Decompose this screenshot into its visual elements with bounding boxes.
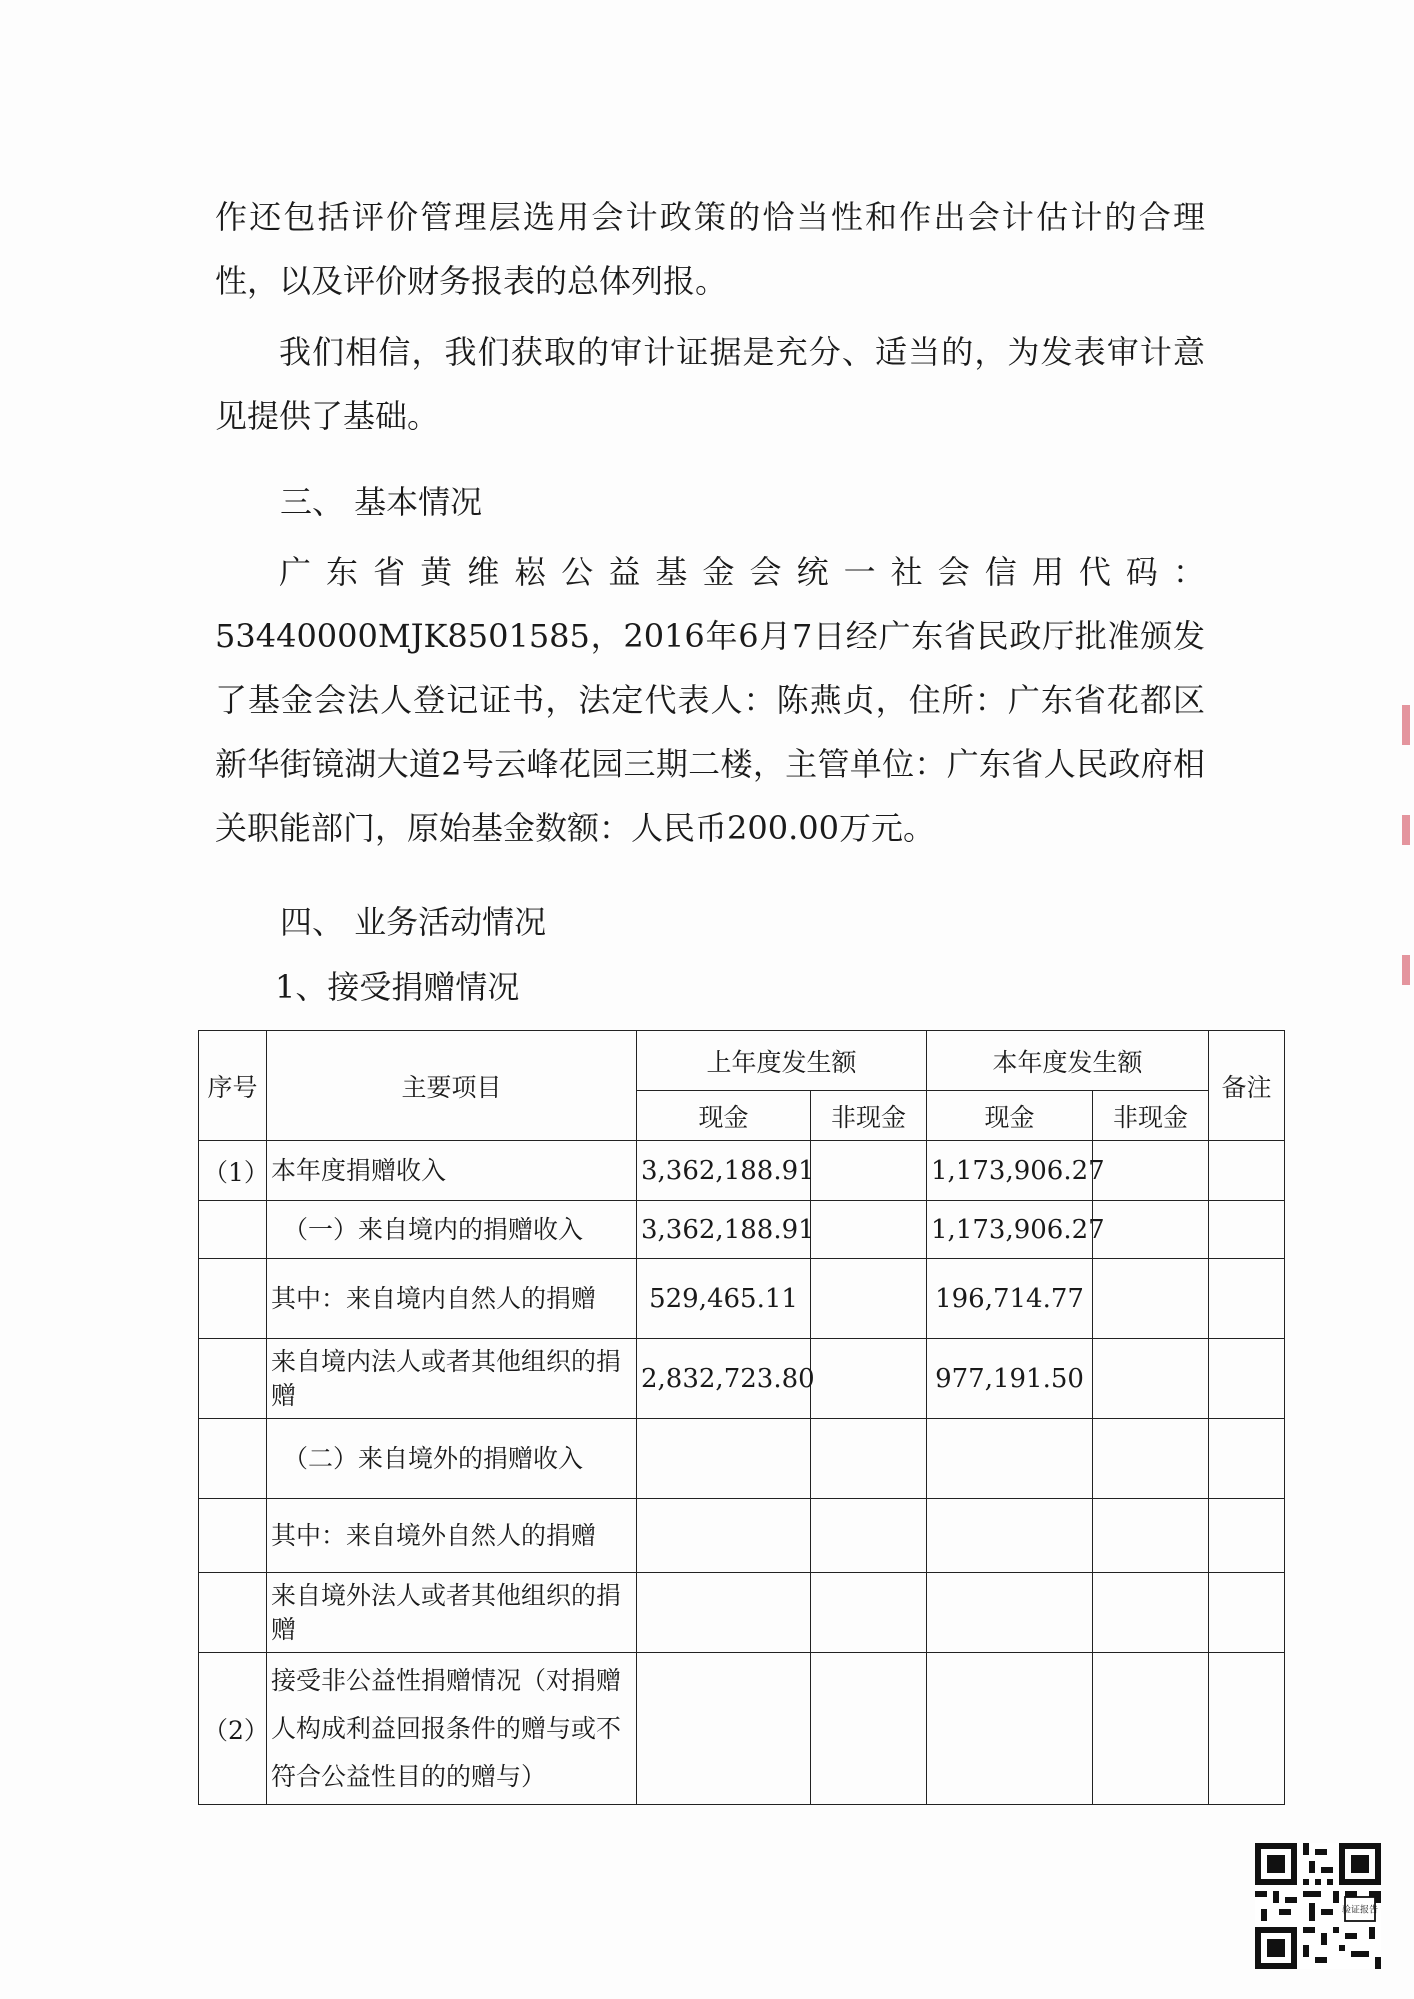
cell-curr-cash (927, 1419, 1093, 1499)
cell-seq (199, 1201, 267, 1259)
cell-prev-cash (637, 1419, 811, 1499)
cell-prev-cash: 529,465.11 (637, 1259, 811, 1339)
cell-note (1209, 1201, 1285, 1259)
table-row (199, 1201, 1285, 1259)
cell-prev-noncash (811, 1419, 927, 1499)
donation-table (198, 1030, 1285, 1805)
cell-item: 其中：来自境外自然人的捐赠 (267, 1499, 637, 1573)
cell-curr-cash (927, 1653, 1093, 1805)
section-heading-business-activities: 四、 业务活动情况 (280, 903, 547, 941)
cell-item: 其中：来自境内自然人的捐赠 (267, 1259, 637, 1339)
cell-note (1209, 1573, 1285, 1653)
cell-seq (199, 1499, 267, 1573)
header-prev-noncash: 非现金 (811, 1091, 927, 1141)
cell-item: （二）来自境外的捐赠收入 (267, 1419, 637, 1499)
cell-curr-cash (927, 1499, 1093, 1573)
cell-note (1209, 1259, 1285, 1339)
paragraph-audit-scope: 作还包括评价管理层选用会计政策的恰当性和作出会计估计的合理性，以及评价财务报表的总体列报。 (215, 198, 1205, 300)
cell-note (1209, 1499, 1285, 1573)
cell-prev-cash (637, 1573, 811, 1653)
header-note: 备注 (1209, 1031, 1285, 1141)
cell-prev-noncash (811, 1653, 927, 1805)
cell-prev-noncash (811, 1499, 927, 1573)
cell-curr-cash (927, 1573, 1093, 1653)
cell-curr-cash: 196,714.77 (927, 1259, 1093, 1339)
header-curr-noncash: 非现金 (1093, 1091, 1209, 1141)
cell-seq (199, 1339, 267, 1419)
seal-edge-mark (1402, 815, 1410, 845)
table-row (199, 1419, 1285, 1499)
table-row (199, 1259, 1285, 1339)
table-row (199, 1573, 1285, 1653)
cell-curr-noncash (1093, 1339, 1209, 1419)
paragraph-audit-evidence: 我们相信，我们获取的审计证据是充分、适当的，为发表审计意见提供了基础。 (215, 333, 1205, 435)
cell-prev-cash: 2,832,723.80 (637, 1339, 811, 1419)
subsection-heading-donations: 1、接受捐赠情况 (275, 968, 520, 1006)
section-heading-basic-info: 三、 基本情况 (280, 483, 483, 521)
cell-curr-cash: 1,173,906.27 (927, 1201, 1093, 1259)
cell-note (1209, 1419, 1285, 1499)
table-row (199, 1141, 1285, 1201)
cell-prev-noncash (811, 1201, 927, 1259)
header-seq: 序号 (199, 1031, 267, 1141)
cell-item: 来自境内法人或者其他组织的捐赠 (267, 1339, 637, 1419)
qr-code-icon (1255, 1843, 1381, 1969)
table-row (199, 1653, 1285, 1805)
cell-curr-noncash (1093, 1419, 1209, 1499)
header-prev-year: 上年度发生额 (637, 1031, 927, 1091)
cell-prev-noncash (811, 1573, 927, 1653)
cell-curr-noncash (1093, 1141, 1209, 1201)
cell-prev-noncash (811, 1141, 927, 1201)
qr-stamp-text: 验证报告 (1341, 1905, 1379, 1916)
cell-item: 本年度捐赠收入 (267, 1141, 637, 1201)
seal-edge-mark (1402, 705, 1410, 745)
cell-prev-cash: 3,362,188.91 (637, 1201, 811, 1259)
table-row (199, 1499, 1285, 1573)
cell-curr-noncash (1093, 1201, 1209, 1259)
cell-prev-cash (637, 1653, 811, 1805)
cell-curr-noncash (1093, 1259, 1209, 1339)
cell-curr-cash: 977,191.50 (927, 1339, 1093, 1419)
header-curr-year: 本年度发生额 (927, 1031, 1209, 1091)
cell-note (1209, 1653, 1285, 1805)
seal-edge-mark (1402, 955, 1410, 985)
table-row (199, 1339, 1285, 1419)
header-item: 主要项目 (267, 1031, 637, 1141)
header-prev-cash: 现金 (637, 1091, 811, 1141)
cell-item: 来自境外法人或者其他组织的捐赠 (267, 1573, 637, 1653)
cell-seq (199, 1259, 267, 1339)
cell-note (1209, 1141, 1285, 1201)
header-curr-cash: 现金 (927, 1091, 1093, 1141)
paragraph-basic-info: 广东省黄维崧公益基金会统一社会信用代码：53440000MJK8501585，2016年6月7日经广东省民政厅批准颁发了基金会法人登记证书，法定代表人：陈燕贞，住所：广东省花都区新华街镜湖大道2号云峰花园三期二楼，主管单位：广东省人民政府相关职能部门，原始基金数额：人民币200.00万元。 (215, 553, 1205, 847)
cell-item: 接受非公益性捐赠情况（对捐赠人构成利益回报条件的赠与或不符合公益性目的的赠与） (267, 1653, 637, 1805)
cell-prev-noncash (811, 1339, 927, 1419)
cell-seq (199, 1573, 267, 1653)
cell-seq: （2） (199, 1653, 267, 1805)
cell-item: （一）来自境内的捐赠收入 (267, 1201, 637, 1259)
cell-note (1209, 1339, 1285, 1419)
cell-prev-noncash (811, 1259, 927, 1339)
cell-curr-noncash (1093, 1499, 1209, 1573)
cell-seq: （1） (199, 1141, 267, 1201)
cell-curr-noncash (1093, 1573, 1209, 1653)
cell-seq (199, 1419, 267, 1499)
cell-prev-cash: 3,362,188.91 (637, 1141, 811, 1201)
cell-curr-noncash (1093, 1653, 1209, 1805)
cell-curr-cash: 1,173,906.27 (927, 1141, 1093, 1201)
cell-prev-cash (637, 1499, 811, 1573)
